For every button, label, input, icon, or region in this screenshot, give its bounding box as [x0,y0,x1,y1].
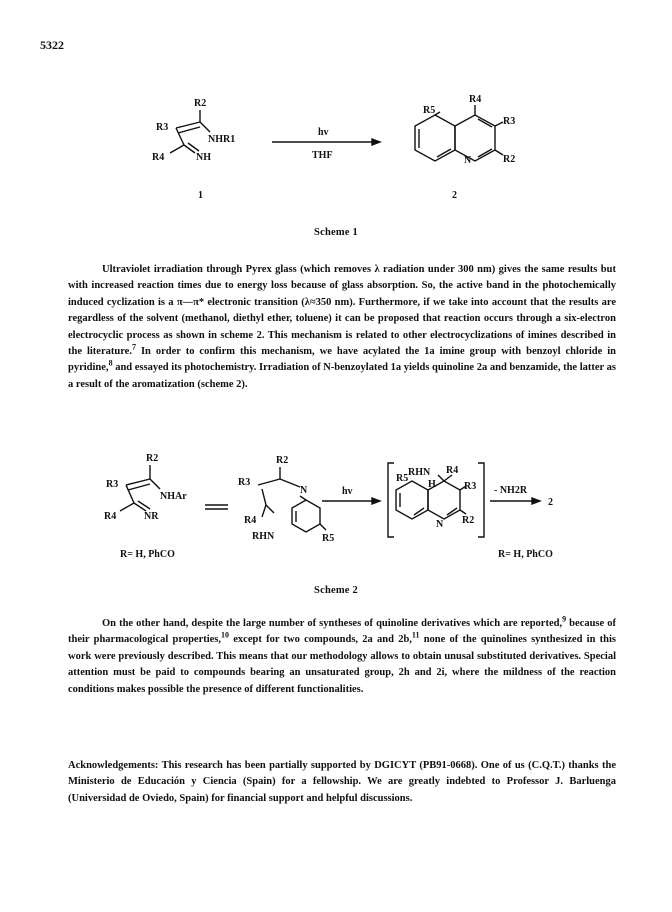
p2-e: , [409,634,412,646]
s2-r2c: R2 [462,515,475,526]
paragraph-1-mid2: and essayed its photochemistry. Irradiation of N-benzoylated [112,362,391,374]
paragraph-1-end: and benzamide, the latter as a result of the aromatization (scheme 2). [68,362,616,390]
scheme-1-caption: Scheme 1 [314,227,358,238]
s2-r2a: R2 [146,453,159,464]
s2-r4a: R4 [104,511,117,522]
s2-r4: R4 [469,94,482,105]
page-number: 5322 [40,38,64,52]
s2-nr: NR [144,511,159,522]
s2-hc: H [428,479,436,490]
s2-r2b: R2 [276,455,289,466]
paragraph-2 [68,616,616,698]
scheme-1 [0,90,672,238]
s2-r4b: R4 [244,515,257,526]
s2-left-note: R= H, PhCO [120,549,175,560]
acknowledgements-text: This research has been partially supported by DGICYT (PB91-0668). One of us (C.Q.T.) thanks the Ministerio de Educación y Ciencia (Spain) for a fellowship. We are greatly indebted to Professor J. Barluenga (Universidad de Oviedo, Spain) for financial support and helpful discussions. [68,760,616,804]
s2-r3b: R3 [238,477,251,488]
s2-arrow-top: hv [342,486,353,497]
paragraph-1 [68,262,616,393]
s2-r3c: R3 [464,481,477,492]
paragraph-1-mid3: yields quinoline [401,362,477,374]
acknowledgements-heading: Acknowledgements: [68,760,159,771]
scheme-2-drawing [0,445,672,565]
s2-r3a: R3 [106,479,119,490]
s2-r5b: R5 [322,533,335,544]
s2-r3: R3 [503,116,516,127]
p2-c: except for two compounds, [229,634,363,646]
s1-arrow-bottom: THF [312,150,333,161]
p2-a: On the other hand, despite the large number of syntheses of quinoline derivatives which are reported, [102,618,563,629]
s2-n: N [464,155,472,166]
s2-right-note: R= H, PhCO [498,549,553,560]
p2-b: because of their pharmacological properties, [68,618,616,646]
s2-rhnc: RHN [408,467,431,478]
ref-9: 9 [562,614,567,624]
s2-nc: N [436,519,444,530]
p2-f: none of the quinolines synthesized in this work were previously described. This means that our methodology allows to obtain unusal substituted derivatives. Special attention must be paid to compounds bearing an unsaturated group, [68,634,616,679]
ref-11: 11 [411,630,420,640]
paragraph-1-mid: imine group with benzoyl chloride in pyridine, [68,346,616,374]
s1-nh: NH [196,152,211,163]
s2-rhnb: RHN [252,531,275,542]
paragraph-1-tail: In order to confirm this mechanism, we have acylated the [135,346,425,358]
paragraph-1-text: Ultraviolet irradiation through Pyrex glass (which removes λ radiation under 300 nm) gives the same results but with increased reaction times due to energy loss because of glass absorption. So, the active band in the photochemically induced cyclization is a π—π* electronic transition (λ≈350 nm). Furthermore, if we take into account that the results are regardless of the solvent (methanol, diethyl ether, toluene) it can be proposed that reaction occurs through a six-electron electrocyclic process as shown in scheme 2. This mechanism is related to other electrocyclizations of imines described in the literature. [68,264,616,358]
p2-h: , where the mildness of the reaction conditions makes possible the presence of different functionalities. [68,667,616,695]
s2-r5: R5 [423,105,436,116]
ref-8: 8 [108,358,113,368]
s1-arrow-top: hv [318,127,329,138]
s2-nhar: NHAr [160,491,187,502]
s1-compound1-number: 1 [198,190,203,201]
compound-2h: 2h [398,667,410,679]
scheme-2 [0,445,672,620]
p2-g: and [409,667,437,679]
compound-1a-b: 1a [390,362,402,374]
scheme-1-drawing [0,90,672,225]
s1-r2: R2 [194,98,207,109]
s2-nb: N [300,485,308,496]
s1-compound2-number: 2 [452,190,457,201]
scheme-2-caption: Scheme 2 [314,585,358,596]
compound-2a-ref: 2a [362,634,373,646]
compound-2b: 2b [398,634,410,646]
s2-r5c: R5 [396,473,409,484]
acknowledgements [68,758,616,807]
s1-nhr1: NHR1 [208,134,236,145]
s2-r2: R2 [503,154,516,165]
s2-elimination: - NH2R [494,485,528,496]
s1-r3: R3 [156,122,169,133]
compound-1a: 1a [424,346,435,358]
p2-d: and [372,634,399,646]
s2-product: 2 [548,497,553,508]
ref-7: 7 [131,342,136,352]
ref-10: 10 [221,630,230,640]
s2-r4c: R4 [446,465,459,476]
s1-r4: R4 [152,152,165,163]
compound-2i: 2i [436,667,445,679]
compound-2a: 2a [476,362,488,374]
